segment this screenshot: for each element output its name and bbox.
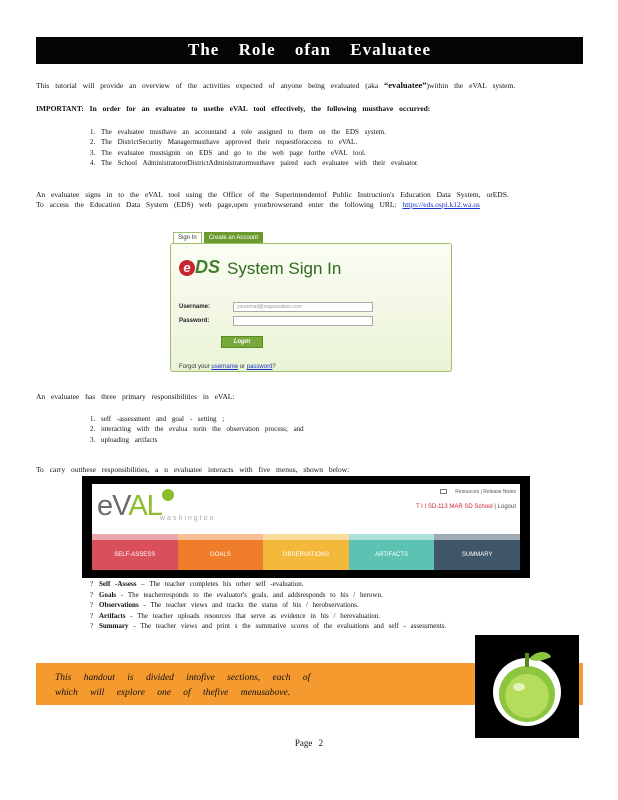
handout-callout-text (55, 671, 310, 700)
menu-description: - The teacher uploads resources that serve as evidence in his / herevaluation. (125, 611, 381, 620)
tab-sign-in[interactable]: Sign In (173, 232, 202, 244)
list-number: 3. (90, 435, 96, 444)
eval-school-info (416, 504, 516, 512)
list-item (90, 159, 419, 169)
list-item (90, 425, 304, 435)
forgot-prefix: Forgot your (179, 364, 210, 370)
bullet-mark: ? (90, 622, 94, 630)
forgot-credentials (179, 364, 276, 372)
eds-logo (179, 256, 220, 279)
eds-signin-box (170, 243, 452, 372)
tab-create-account[interactable]: Create an Account (204, 232, 263, 244)
list-item (90, 601, 446, 612)
eval-resources-links[interactable]: Resources | Release Notes (455, 489, 516, 495)
apple-logo-box (475, 635, 579, 738)
list-text: The DistrictSecurity Managermusthave approved their requestforaccess to eVAL. (101, 138, 358, 147)
list-item (90, 149, 419, 159)
apple-icon (475, 635, 579, 738)
important-note: IMPORTANT: In order for an evaluatee to usethe eVAL tool effectively, the following musthave occurred: (36, 104, 431, 113)
responsibilities-intro: An evaluatee has three primary responsibilities in eVAL: (36, 392, 235, 401)
signin-paragraph (36, 190, 583, 210)
page-title: The Role ofan Evaluatee (36, 37, 583, 64)
eval-logo (97, 488, 162, 526)
list-item (90, 415, 304, 425)
menu-name: Self -Assess (99, 580, 137, 588)
eds-logo-ds: DS (195, 257, 221, 277)
handout-line-2: which will explore one of thefive menusabove. (55, 687, 291, 698)
menu-name: Observations (99, 601, 139, 609)
menu-self-assess[interactable]: SELF-ASSESS (92, 534, 178, 570)
login-button[interactable]: Login (221, 336, 263, 348)
list-text: The School AdministratororDistrictAdministratormusthave paired each evaluatee with their evaluator. (101, 159, 419, 168)
list-number: 1. (90, 128, 96, 136)
bullet-mark: ? (90, 611, 94, 620)
forgot-password-link[interactable]: password (246, 364, 273, 370)
username-field[interactable]: youremail@organization.com (233, 302, 373, 312)
eds-logo-e: e (179, 260, 195, 276)
eds-heading: System Sign In (227, 259, 342, 278)
list-number: 4. (90, 159, 96, 168)
signin-text-2: To access the Education Data System (EDS) web page,open yourbrowserand enter the following URL: (36, 199, 397, 209)
list-text: self -assessment and goal - setting ; (101, 415, 225, 423)
menu-name: Artifacts (99, 611, 126, 620)
eval-logo-ev: eV (97, 490, 129, 522)
eds-signin-panel (170, 232, 452, 372)
list-text: uploading artifacts (101, 435, 158, 444)
intro-term: “evaluatee” (384, 80, 427, 90)
list-item (90, 436, 304, 446)
forgot-or: or (239, 364, 246, 370)
list-item (90, 138, 419, 148)
apple-icon (162, 489, 174, 501)
menu-description: - The teacher views and print s the summative scores of the evaluations and self - assessments. (128, 622, 447, 630)
eval-top-links (440, 489, 516, 496)
eval-school-name: T I I SD-113 MAR SD School (415, 504, 493, 510)
forgot-username-link[interactable]: username (211, 364, 239, 370)
eval-state-label: washington (160, 515, 216, 522)
list-item (90, 128, 419, 138)
eval-banner (92, 484, 520, 570)
password-field[interactable] (233, 316, 373, 326)
username-label: Username: (179, 304, 211, 310)
eval-logo-al: AL (128, 490, 162, 522)
list-text: The evaluatee mustsignin on EDS and go to the web page forthe eVAL tool. (101, 148, 366, 157)
eval-banner-screenshot (82, 476, 530, 578)
list-item (90, 612, 446, 623)
logout-link[interactable]: | Logout (494, 504, 516, 510)
page-number: Page 2 (294, 738, 324, 748)
signin-text-1: An evaluatee signs in to the eVAL tool using the Office of the Superintendentof Public Instruction's Education Data System, orEDS. (36, 190, 509, 199)
bullet-mark: ? (90, 580, 94, 588)
responsibilities-list (90, 415, 304, 446)
menu-observations[interactable]: OBSERVATIONS (263, 534, 349, 570)
mail-icon[interactable] (440, 489, 447, 494)
list-item (90, 580, 446, 591)
bullet-mark: ? (90, 601, 94, 609)
menu-name: Summary (99, 622, 129, 630)
signin-text-2-row (36, 200, 583, 210)
menus-intro: To carry outthese responsibilities, a n evaluatee interacts with five menus, shown below: (36, 465, 350, 474)
menu-artifacts[interactable]: ARTIFACTS (349, 534, 435, 570)
menu-descriptions (90, 580, 446, 633)
bullet-mark: ? (90, 590, 94, 599)
list-number: 2. (90, 138, 96, 147)
password-label: Password: (179, 318, 210, 324)
eval-menu-bar (92, 534, 520, 570)
menu-description: – The teacher completes his orher self -evaluation. (136, 580, 304, 588)
eds-url-link[interactable]: https://eds.ospi.k12.wa.us (402, 199, 480, 209)
menu-goals[interactable]: GOALS (178, 534, 264, 570)
list-number: 2. (90, 425, 96, 434)
intro-text: This tutorial will provide an overview of the activities expected of anyone being evaluated (aka (36, 81, 385, 90)
menu-description: - The teacherresponds to the evaluator's goals, and addsresponds to his / herown. (116, 590, 383, 599)
list-number: 1. (90, 415, 96, 423)
list-text: The evaluatee musthave an accountand a role assigned to them on the EDS system. (101, 128, 386, 136)
handout-line-1: This handout is divided intofive sections, each of (55, 673, 311, 683)
menu-description: - The teacher views and tracks the status of his / herobservations. (138, 601, 359, 609)
list-text: interacting with the evalua torin the observation process; and (101, 425, 304, 434)
prereq-list (90, 128, 419, 170)
list-number: 3. (90, 148, 96, 157)
menu-summary[interactable]: SUMMARY (434, 534, 520, 570)
list-item (90, 591, 446, 602)
forgot-suffix: ? (272, 364, 276, 370)
list-item (90, 622, 446, 633)
intro-end-text: )within the eVAL system. (426, 81, 516, 90)
menu-name: Goals (99, 590, 117, 599)
intro-paragraph (36, 80, 583, 91)
